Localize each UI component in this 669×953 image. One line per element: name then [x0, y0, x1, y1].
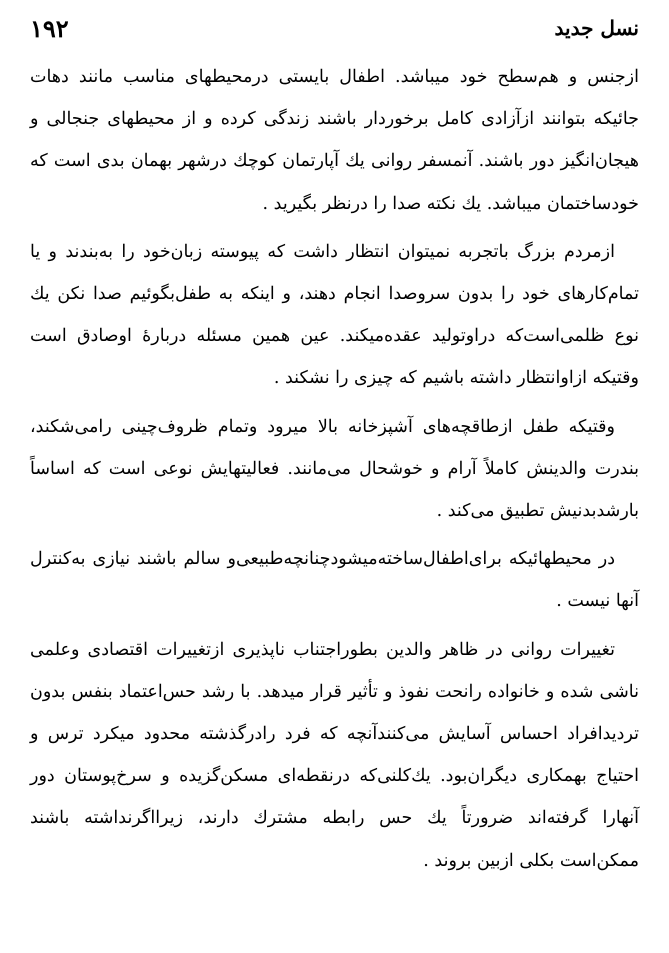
page-header: [30, 10, 639, 46]
paragraph-4: در محیطهائیکه برای‌اطفال‌ساخته‌میشودچنانچه‌طبیعی‌و سالم باشند نیازی به‌کنترل آنها نیست .: [30, 549, 639, 612]
paragraph-2: ازمردم بزرگ باتجربه نمیتوان انتظار داشت که پیوسته زبان‌خود را به‌بندند و یا تمام‌کارهای خود را بدون سروصدا انجام دهند، و اینکه به طفل‌بگوئیم صدا نکن یك نوع ظلمی‌است‌که دراوتولید عقده‌میکند. عین همین مسئله دربارهٔ اوصادق است وقتیکه ازاوانتظار داشته باشیم که چیزی را نشکند .: [30, 241, 639, 389]
body-text: [30, 56, 639, 888]
paragraph-5: تغییرات روانی در ظاهر والدین بطورا‌جتناب ناپذیری ازتغییرات اقتصادی وعلمی ناشی شده و خانواده رانحت نفوذ و تأثیر قرار میدهد. با رشد حس‌اعتماد بنفس بدون تردیدافراد احساس آسایش می‌کنندآنچه که فرد رادرگذشته محدود میکرد ترس و احتیاج بهمکاری دیگران‌بود. یك‌کلنی‌که درنقطه‌ای مسکن‌گزیده و سرخ‌پوستان دور آنهارا گرفته‌اند ضرورتاً یك حس رابطه مشترك دارند، زیراا‌گرنداشته باشند ممکن‌است بکلی ازبین بروند .: [30, 639, 639, 871]
paragraph-3: وقتیکه طفل ازطاقچه‌های آشپزخانه بالا میرود وتمام ظروف‌چینی رامی‌شکند، بندرت والدینش کاملاً آرام و خوشحال می‌مانند. فعالیتهایش نوعی است که اساساً بارشدبدنیش تطبیق می‌کند .: [30, 416, 639, 522]
paragraph-1: ازجنس و هم‌سطح خود میباشد. اطفال بایستی درمحیطهای مناسب مانند دهات جائیکه بتوانند ازآزادی کامل برخوردار باشند زندگی کرده و از محیطهای جنجالی و هیجان‌انگیز دور باشند. آنمسفر روانی یك آپارتمان کوچك درشهر بهمان بدی است که خودساختمان میباشد. یك نکته صدا را درنظر بگیرید .: [30, 67, 639, 214]
page-number: ۱۹۲: [30, 14, 69, 43]
running-title: نسل جدید: [554, 16, 639, 40]
